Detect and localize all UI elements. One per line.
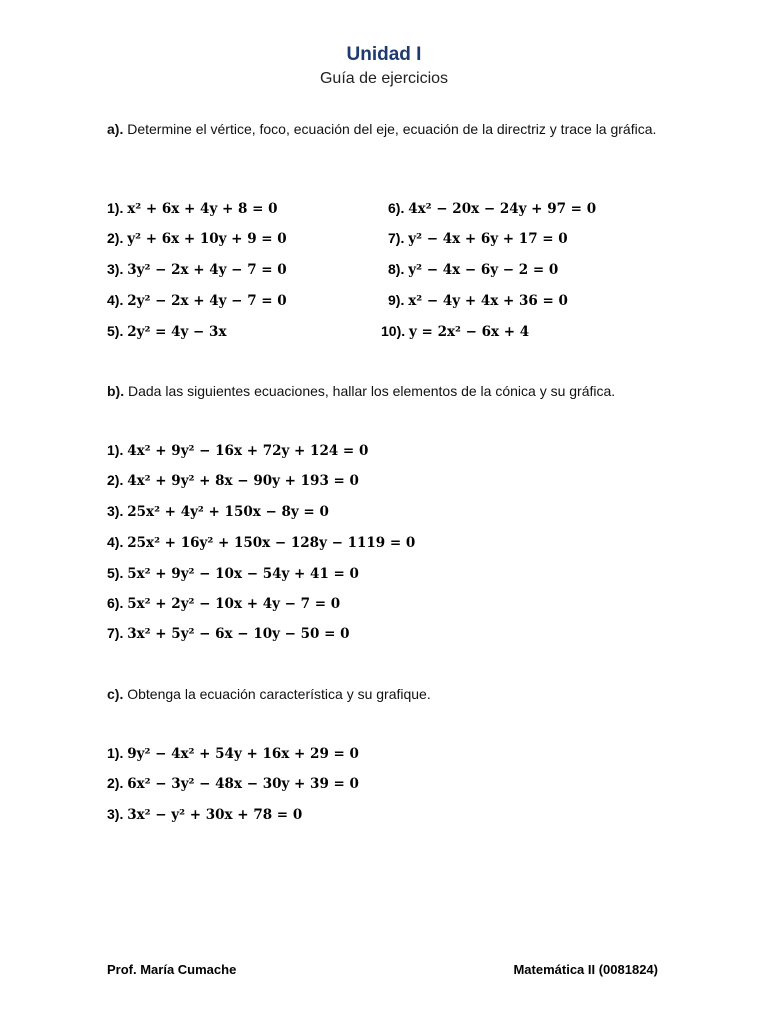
equation: 9y² − 4x² + 54y + 16x + 29 = 0 (127, 746, 359, 762)
exercise-a-2 (107, 230, 287, 247)
equation: 6x² − 3y² − 48x − 30y + 39 = 0 (127, 776, 359, 792)
exercise-number: 5). (107, 565, 124, 581)
exercise-number: 6). (107, 595, 124, 611)
exercise-c-2 (107, 775, 359, 792)
exercise-number: 8). (388, 261, 405, 277)
footer-author: Prof. María Cumache (107, 962, 237, 977)
exercise-a-1 (107, 200, 278, 217)
exercise-number: 3). (107, 503, 124, 519)
exercise-a-6 (388, 200, 596, 217)
exercise-c-3 (107, 806, 302, 823)
exercise-number: 4). (107, 292, 124, 308)
exercise-b-7 (107, 625, 350, 642)
equation: 25x² + 16y² + 150x − 128y − 1119 = 0 (127, 535, 416, 551)
exercise-number: 4). (107, 534, 124, 550)
exercise-a-7 (388, 230, 568, 247)
exercise-b-3 (107, 503, 329, 520)
exercise-b-4 (107, 534, 415, 551)
exercise-number: 1). (107, 745, 124, 761)
exercise-number: 7). (107, 625, 124, 641)
equation: 4x² + 9y² − 16x + 72y + 124 = 0 (127, 443, 369, 459)
footer-course: Matemática II (0081824) (513, 962, 658, 977)
exercise-number: 6). (388, 200, 405, 216)
page-subtitle: Guía de ejercicios (319, 70, 449, 87)
exercise-number: 3). (107, 261, 124, 277)
equation: x² − 4y + 4x + 36 = 0 (408, 293, 568, 309)
equation: 3y² − 2x + 4y − 7 = 0 (127, 262, 287, 278)
exercise-a-8 (388, 261, 558, 278)
section-c-label: c). (107, 686, 124, 702)
exercise-a-3 (107, 261, 287, 278)
section-b-label: b). (107, 383, 125, 399)
equation: y = 2x² − 6x + 4 (409, 324, 530, 340)
section-a-instruction (107, 119, 667, 140)
section-b-text: Dada las siguientes ecuaciones, hallar los elementos de la cónica y su gráfica. (128, 383, 616, 399)
exercise-a-4 (107, 292, 287, 309)
section-a-label: a). (107, 121, 124, 137)
equation: y² − 4x − 6y − 2 = 0 (408, 262, 559, 278)
equation: 5x² + 2y² − 10x + 4y − 7 = 0 (127, 596, 341, 612)
equation: y² − 4x + 6y + 17 = 0 (408, 231, 568, 247)
equation: 3x² + 5y² − 6x − 10y − 50 = 0 (127, 626, 350, 642)
exercise-number: 2). (107, 230, 124, 246)
exercise-b-1 (107, 442, 368, 459)
equation: x² + 6x + 4y + 8 = 0 (127, 201, 278, 217)
exercise-number: 10). (381, 323, 406, 339)
equation: 25x² + 4y² + 150x − 8y = 0 (127, 504, 329, 520)
equation: 4x² + 9y² + 8x − 90y + 193 = 0 (127, 473, 359, 489)
section-c-text: Obtenga la ecuación característica y su grafique. (127, 686, 431, 702)
exercise-number: 3). (107, 806, 124, 822)
section-c-instruction (107, 684, 667, 705)
exercise-number: 1). (107, 200, 124, 216)
exercise-a-9 (388, 292, 568, 309)
section-a-text: Determine el vértice, foco, ecuación del eje, ecuación de la directriz y trace la gráfica. (127, 121, 657, 137)
exercise-number: 2). (107, 775, 124, 791)
exercise-a-10 (381, 323, 529, 340)
equation: 4x² − 20x − 24y + 97 = 0 (408, 201, 597, 217)
exercise-number: 9). (388, 292, 405, 308)
exercise-b-5 (107, 565, 359, 582)
equation: y² + 6x + 10y + 9 = 0 (127, 231, 287, 247)
equation: 2y² − 2x + 4y − 7 = 0 (127, 293, 287, 309)
exercise-number: 5). (107, 323, 124, 339)
section-b-instruction (107, 381, 667, 402)
exercise-a-5 (107, 323, 227, 340)
exercise-c-1 (107, 745, 359, 762)
exercise-number: 2). (107, 472, 124, 488)
page-title: Unidad I (346, 44, 422, 65)
exercise-number: 1). (107, 442, 124, 458)
exercise-b-6 (107, 595, 340, 612)
equation: 3x² − y² + 30x + 78 = 0 (127, 807, 303, 823)
exercise-number: 7). (388, 230, 405, 246)
equation: 5x² + 9y² − 10x − 54y + 41 = 0 (127, 566, 359, 582)
equation: 2y² = 4y − 3x (127, 324, 227, 340)
exercise-b-2 (107, 472, 359, 489)
